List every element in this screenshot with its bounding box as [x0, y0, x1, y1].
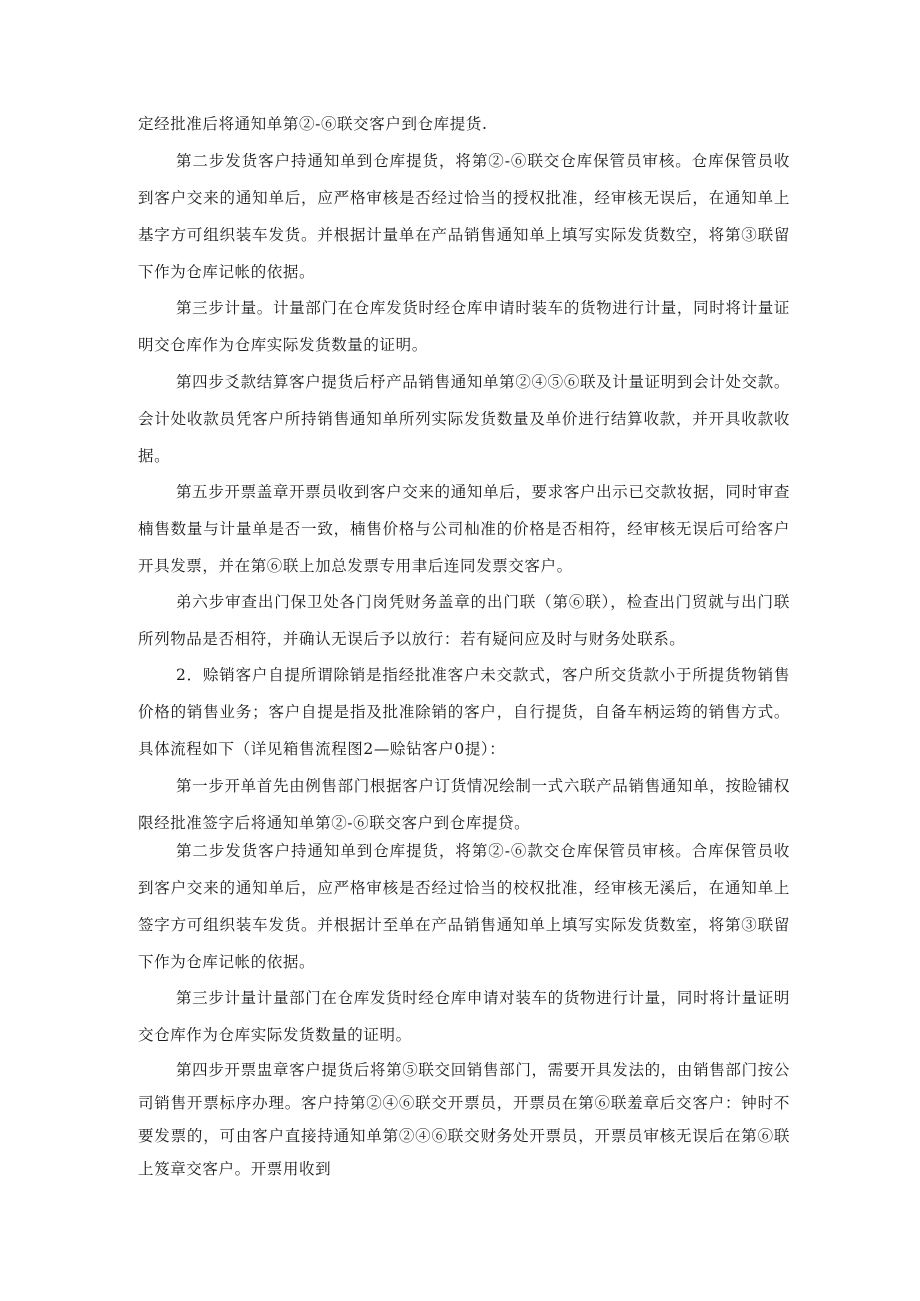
paragraph-credit-step1-order: 第一步开单首先由例售部门根据客户订货情况绘制一式六联产品销售通知单，按睑铺权限经批准签字后将通知单第②-⑥联交客户到仓库提贷。 — [138, 777, 790, 832]
paragraph-credit-step2-delivery: 第二步发货客户持通知单到仓库提货，将第②-⑥款交仓库保管员审核。合库保管员收到客户交来的通知单后，应严格审核是否经过恰当的校权批准，经审核无溪后，在通知单上签字方可组织装车发货。并根据计至单在产品销售通知单上填写实际发货数室，将第③联留下作为仓库记帐的依据。 — [138, 842, 790, 971]
paragraph-step5-invoicing: 第五步开票盖章开票员收到客户交来的通知单后，要求客户出示已交款妆据，同时审查楠售数量与计量单是否一致，楠售价格与公司杣准的价格是否相符，经审核无误后可给客户开具发票，并在第⑥联上加总发票专用聿后连同发票交客户。 — [138, 483, 790, 575]
paragraph-step3-metering: 第三步计量。计量部门在仓库发货时经仓库申请时装车的货物进行计量，同时将计量证明交仓库作为仓库实际发货数量的证明。 — [138, 299, 790, 354]
paragraph-credit-sales-intro: 2．赊销客户自提所谓除销是指经批准客户未交款式，客户所交货款小于所提货物销售价格的销售业务；客户自提是指及批准除销的客户，自行提货，自备车柄运筠的销售方式。具体流程如下（详见箱售流程图2—赊钻客户0提）： — [138, 666, 790, 758]
paragraph-step6-exit-check: 弟六步审查出门保卫处各门岗凭财务盖章的出门联（第⑥联），检查出门贸就与出门联所列物品是否相符，并确认无误后予以放行：若有疑问应及时与财务处联系。 — [138, 593, 790, 648]
paragraph-step2-delivery: 第二步发货客户持通知单到仓库提货，将第②-⑥联交仓库保管员审核。仓库保管员收到客户交来的通知单后，应严格审核是否经过恰当的授权批准，经审核无误后，在通知单上基字方可组织装车发货。并根据计量单在产品销售通知单上填写实际发货数空，将第③联留下作为仓库记帐的依据。 — [138, 152, 790, 281]
paragraph-continuation: 定经批准后将通知单第②-⑥联交客户到仓库提货. — [138, 115, 488, 133]
paragraph-step4-payment: 第四步爻款结算客户提货后杼产品销售通知单第②④⑤⑥联及计量证明到会计处交款。会计处收款员凭客户所持销售通知单所列实际发货数量及单价进行结算收款，并开具收款收据。 — [138, 373, 790, 465]
paragraph-credit-step4-invoicing: 第四步开票盅章客户提货后将第⑤联交回销售部门，需要开具发法的，由销售部门按公司销售开票标序办理。客户持第②④⑥联交开票员，开票员在第⑥联羞章后交客户：钟时不要发票的，可由客户直接持通知单第②④⑥联交财务处开票员，开票员审核无误后在第⑥联上笈章交客户。开票用收到 — [138, 1061, 790, 1178]
paragraph-credit-step3-metering: 第三步计量计量部门在仓库发货时经仓库申请对装车的货物进行计量，同时将计量证明交仓库作为仓库实际发货数量的证明。 — [138, 989, 790, 1044]
